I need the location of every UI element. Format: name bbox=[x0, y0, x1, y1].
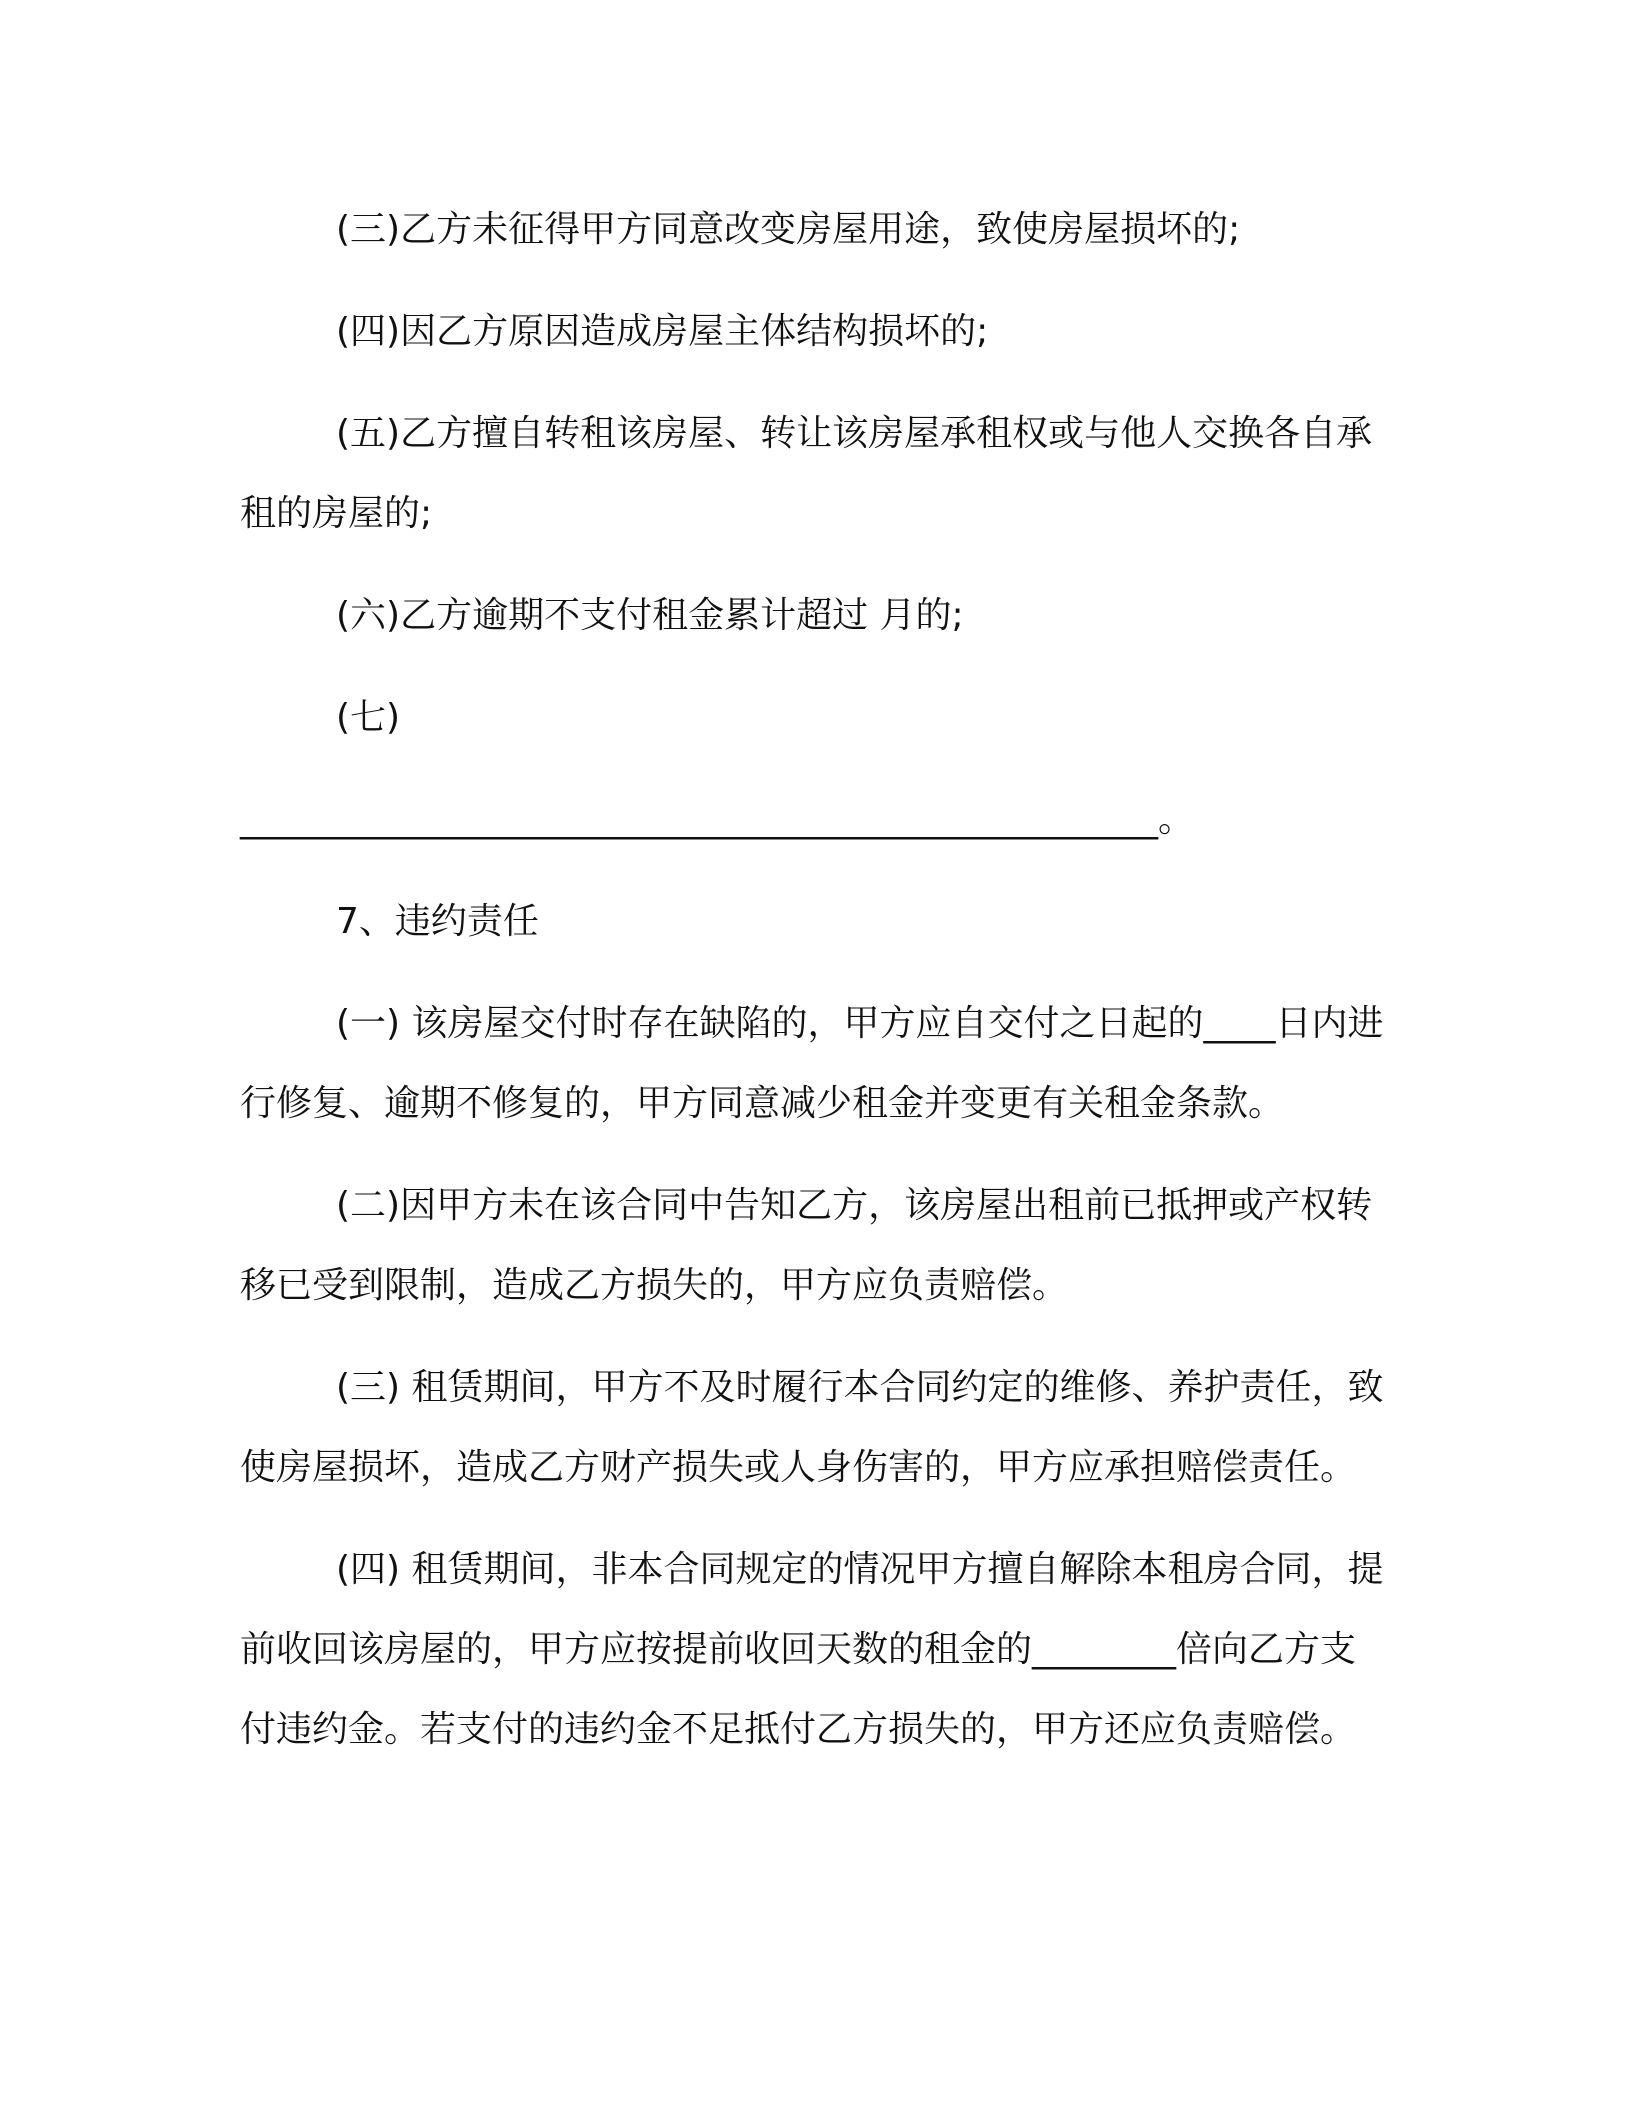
clause-4-structure-damage: (四)因乙方原因造成房屋主体结构损坏的; bbox=[336, 311, 989, 352]
clause-7-label: (七) bbox=[336, 697, 401, 738]
liability-2-mortgage-disclosure: (二)因甲方未在该合同中告知乙方，该房屋出租前已抵押或产权转移已受到限制，造成乙方损失的，甲方应负责赔偿。 bbox=[240, 1185, 1373, 1306]
clause-5-sublet: (五)乙方擅自转租该房屋、转让该房屋承租权或与他人交换各自承租的房屋的; bbox=[240, 413, 1373, 534]
section-heading-breach-liability: 7、违约责任 bbox=[336, 901, 539, 942]
liability-1-defect-repair: (一) 该房屋交付时存在缺陷的，甲方应自交付之日起的____日内进行修复、逾期不修复的，甲方同意减少租金并变更有关租金条款。 bbox=[240, 1003, 1384, 1124]
clause-3-change-use: (三)乙方未征得甲方同意改变房屋用途，致使房屋损坏的; bbox=[336, 209, 1241, 250]
document-body bbox=[240, 190, 1390, 1770]
liability-4-early-termination: (四) 租赁期间，非本合同规定的情况甲方擅自解除本租房合同，提前收回该房屋的，甲方应按提前收回天数的租金的________倍向乙方支付违约金。若支付的违约金不足抵付乙方损失的，甲方还应负责赔偿。 bbox=[240, 1549, 1384, 1750]
liability-3-maintenance: (三) 租赁期间，甲方不及时履行本合同约定的维修、养护责任，致使房屋损坏，造成乙方财产损失或人身伤害的，甲方应承担赔偿责任。 bbox=[240, 1367, 1384, 1488]
clause-7-blank-line: ___________________________________________________。 bbox=[240, 799, 1194, 840]
clause-6-overdue-rent: (六)乙方逾期不支付租金累计超过 月的; bbox=[336, 595, 964, 636]
